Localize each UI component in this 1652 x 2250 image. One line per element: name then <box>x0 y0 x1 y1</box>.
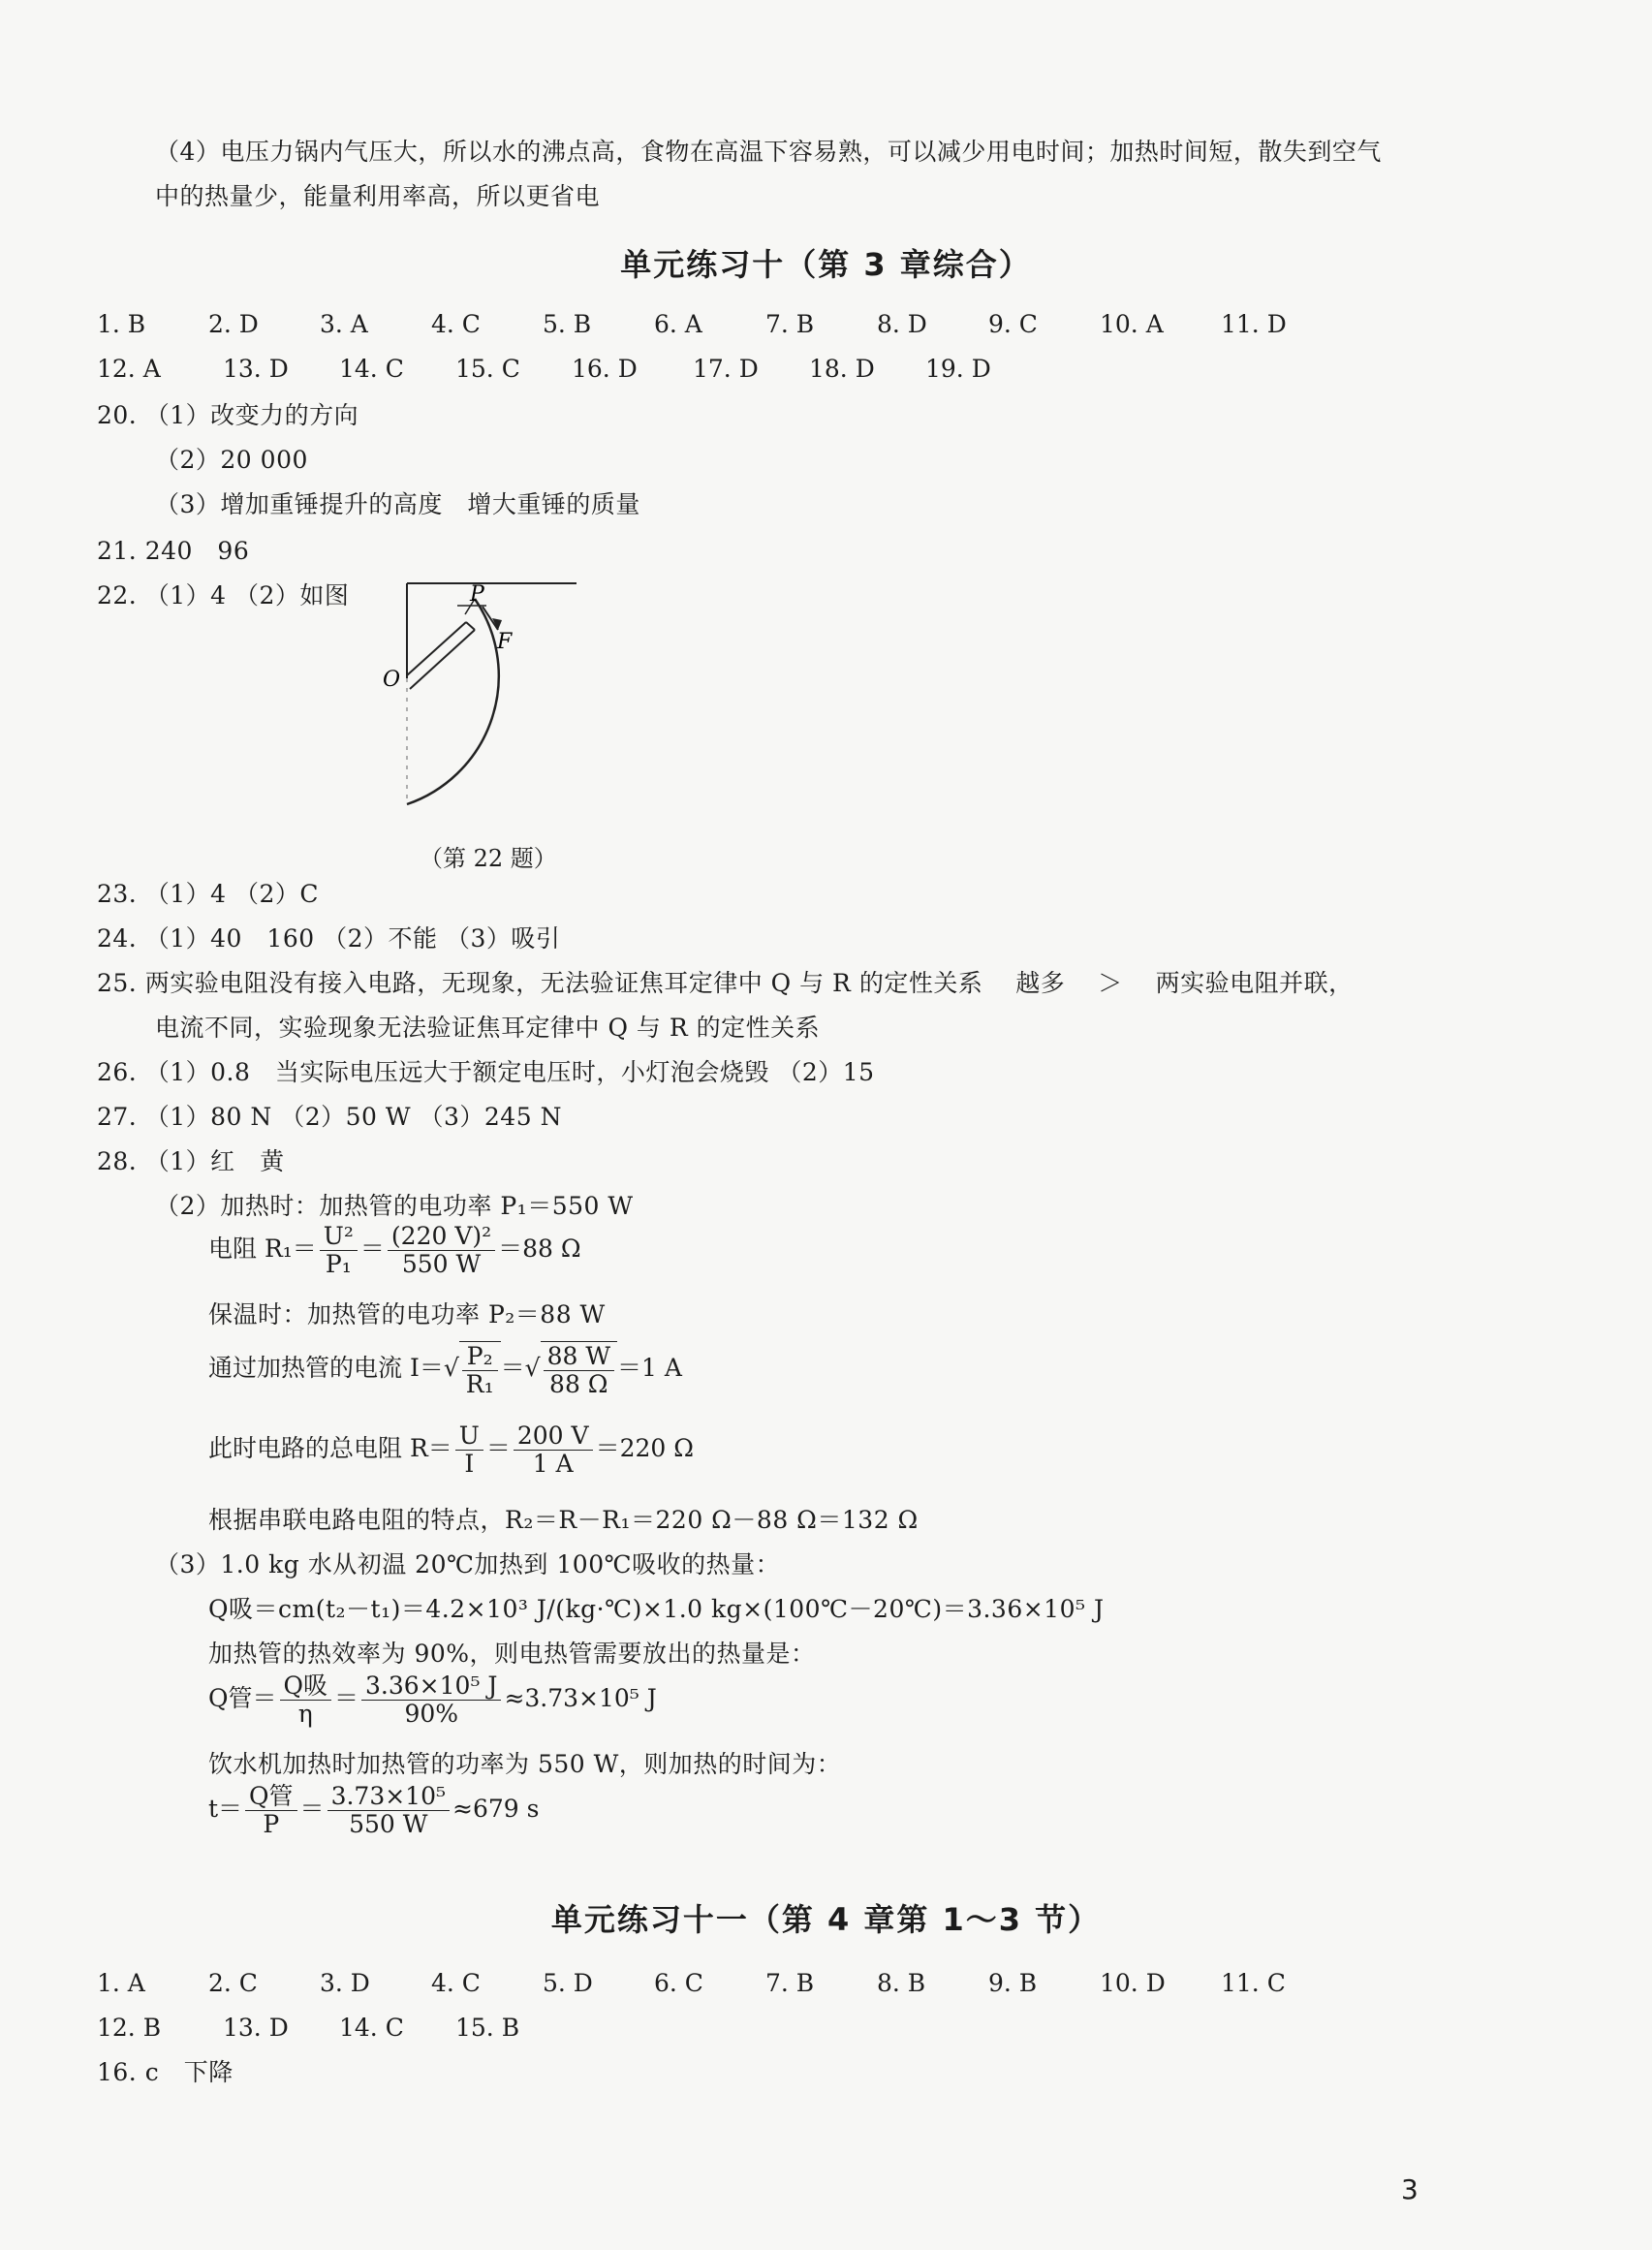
choice-answer: 13. D <box>223 2014 289 2042</box>
figure-caption: （第 22 题） <box>420 845 557 872</box>
choice-answer: 3. A <box>320 310 368 338</box>
choice-answer: 14. C <box>339 355 404 383</box>
current-formula: 通过加热管的电流 I＝√ $\frac{\text{P₂}}{\text{R₁}}$ ＝√ $\frac{88 W}{88 \Omega}$ ＝1 A <box>208 1342 682 1398</box>
choice-answer: 3. D <box>320 1969 370 1997</box>
time-formula: t＝ $\frac{\text{Q管}}{P}$ ＝ $\frac{\text{3.73×10⁵}}{550 W}$ ≈679 s <box>208 1782 540 1838</box>
choice-answer: 13. D <box>223 355 289 383</box>
choice-answer: 8. D <box>877 310 927 338</box>
page-number: 3 <box>1401 2173 1418 2205</box>
answer-line: 25. 两实验电阻没有接入电路，无现象，无法验证焦耳定律中 Q 与 R 的定性关系 越多 ＞ 两实验电阻并联， <box>97 969 1354 997</box>
answer-line: 20. （1）改变力的方向 <box>97 401 359 429</box>
choice-answer: 10. D <box>1100 1969 1166 1997</box>
choice-answer: 6. C <box>654 1969 703 1997</box>
choice-answer: 1. A <box>97 1969 145 1997</box>
choice-answer: 4. C <box>431 310 481 338</box>
answer-line: （2）20 000 <box>155 446 308 474</box>
choice-answer: 19. D <box>925 355 991 383</box>
answer-line: 28. （1）红 黄 <box>97 1147 285 1175</box>
heat-formula: Q管＝ $\frac{\text{Q吸}}{\eta}$ ＝ $\frac{\text{3.36×10⁵ J}}{90\%}$ ≈3.73×10⁵ J <box>208 1672 657 1728</box>
answer-line: 保温时：加热管的电功率 P₂＝88 W <box>208 1300 606 1328</box>
lever-diagram <box>378 572 591 814</box>
choice-answer: 2. C <box>208 1969 258 1997</box>
choice-answer: 8. B <box>877 1969 926 1997</box>
choice-answer: 11. C <box>1221 1969 1286 1997</box>
choice-answer: 7. B <box>765 1969 815 1997</box>
choice-answer: 7. B <box>765 310 815 338</box>
choice-answer: 9. C <box>988 310 1038 338</box>
choice-answer: 4. C <box>431 1969 481 1997</box>
choice-answers-row <box>97 1967 1356 2000</box>
choice-answer: 1. B <box>97 310 146 338</box>
point-P-label: P <box>470 582 484 607</box>
answer-line: 中的热量少，能量利用率高，所以更省电 <box>155 182 601 210</box>
choice-answers-row <box>97 308 1356 341</box>
section-title: 单元练习十（第 3 章综合） <box>620 246 1032 283</box>
answer-line: Q吸＝cm(t₂－t₁)＝4.2×10³ J/(kg·℃)×1.0 kg×(100℃－20℃)＝3.36×10⁵ J <box>208 1595 1105 1623</box>
choice-answer: 6. A <box>654 310 702 338</box>
answer-line: 24. （1）40 160 （2）不能 （3）吸引 <box>97 924 561 953</box>
answer-line: 26. （1）0.8 当实际电压远大于额定电压时，小灯泡会烧毁 （2）15 <box>97 1058 875 1086</box>
answer-line: 22. （1）4 （2）如图 <box>97 581 350 609</box>
answer-line: 电流不同，实验现象无法验证焦耳定律中 Q 与 R 的定性关系 <box>155 1014 821 1042</box>
answer-line: 23. （1）4 （2）C <box>97 880 319 908</box>
answer-line: 16. c 下降 <box>97 2058 234 2086</box>
choice-answer: 15. B <box>455 2014 520 2042</box>
choice-answer: 18. D <box>809 355 875 383</box>
pivot-O-label: O <box>383 668 401 692</box>
force-F-label: F <box>497 630 513 654</box>
answer-line: （2）加热时：加热管的电功率 P₁＝550 W <box>155 1192 634 1220</box>
choice-answer: 14. C <box>339 2014 404 2042</box>
answer-line: （3）1.0 kg 水从初温 20℃加热到 100℃吸收的热量： <box>155 1550 781 1578</box>
choice-answer: 10. A <box>1100 310 1164 338</box>
choice-answer: 15. C <box>455 355 520 383</box>
answer-line: 21. 240 96 <box>97 537 250 565</box>
resistance-formula: 电阻 R₁＝ $\frac{\text{U²}}{\text{P₁}}$ ＝ $\frac{\text{(220 V)²}}{550 W}$ ＝88 Ω <box>208 1222 581 1278</box>
choice-answer: 16. D <box>572 355 638 383</box>
total-resistance-formula: 此时电路的总电阻 R＝ $\frac{U}{I}$ ＝ $\frac{200 V}{1 A}$ ＝220 Ω <box>208 1422 694 1478</box>
choice-answer: 12. B <box>97 2014 162 2042</box>
choice-answer: 17. D <box>693 355 759 383</box>
choice-answers-row <box>97 2012 1356 2045</box>
section-title: 单元练习十一（第 4 章第 1～3 节） <box>550 1901 1102 1938</box>
answer-line: 根据串联电路电阻的特点，R₂＝R－R₁＝220 Ω－88 Ω＝132 Ω <box>208 1506 919 1534</box>
answer-line: 加热管的热效率为 90%，则电热管需要放出的热量是： <box>208 1640 816 1668</box>
choice-answer: 5. D <box>543 1969 593 1997</box>
answer-line: （4）电压力锅内气压大，所以水的沸点高，食物在高温下容易熟，可以减少用电时间；加热时间短，散失到空气 <box>155 138 1382 166</box>
choice-answer: 5. B <box>543 310 592 338</box>
answer-line: 27. （1）80 N （2）50 W （3）245 N <box>97 1103 562 1131</box>
answer-line: 饮水机加热时加热管的功率为 550 W，则加热的时间为： <box>208 1750 842 1778</box>
choice-answer: 12. A <box>97 355 161 383</box>
choice-answer: 9. B <box>988 1969 1038 1997</box>
choice-answer: 11. D <box>1221 310 1287 338</box>
answer-line: （3）增加重锤提升的高度 增大重锤的质量 <box>155 490 640 518</box>
choice-answer: 2. D <box>208 310 259 338</box>
choice-answers-row <box>97 353 1356 386</box>
